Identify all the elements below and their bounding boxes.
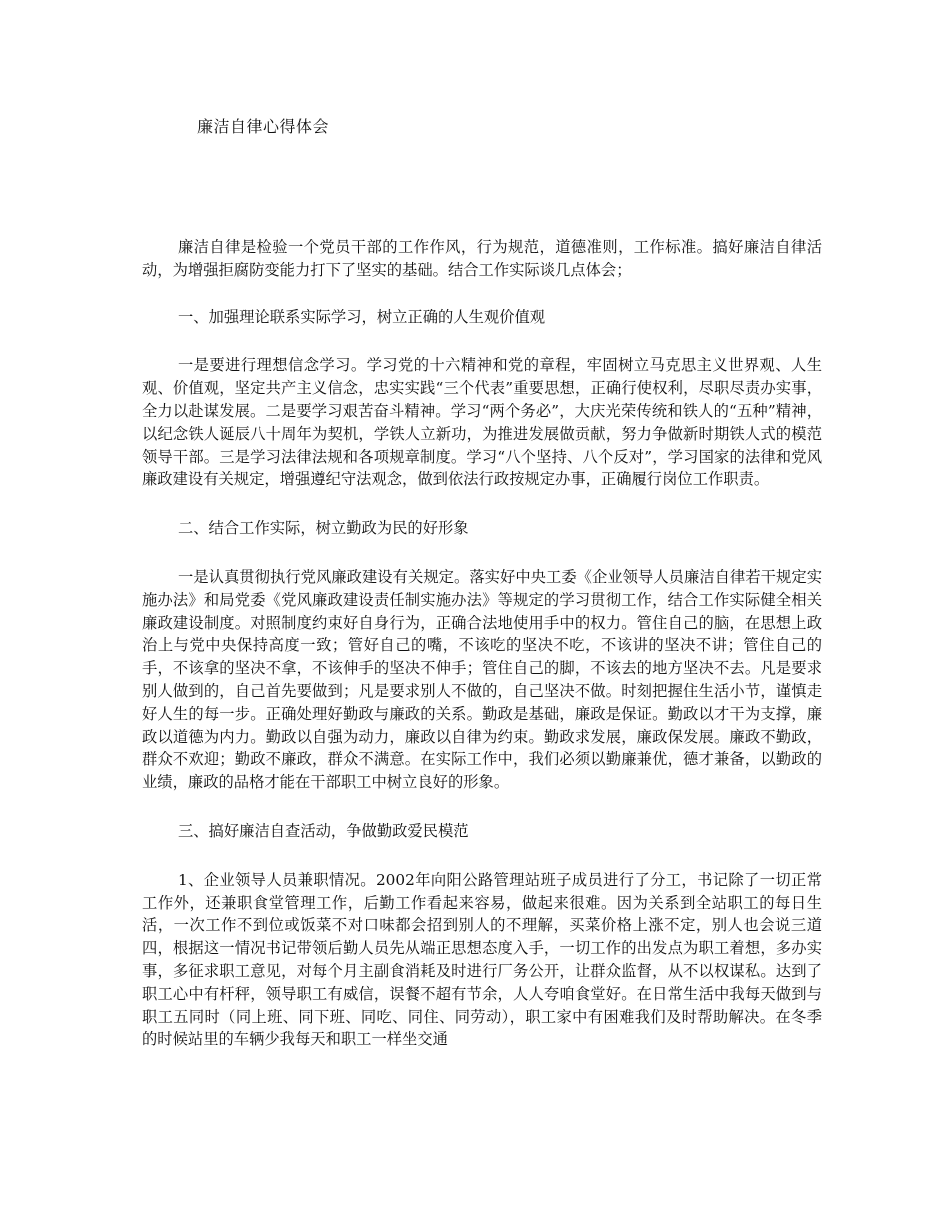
section-2-paragraph: 一是认真贯彻执行党风廉政建设有关规定。落实好中央工委《企业领导人员廉洁自律若干规定实施办法》和局党委《党风廉政建设责任制实施办法》等规定的学习贯彻工作，结合工作实际健全相关廉政建设制度。对照制度约束好自身行为，正确合法地使用手中的权力。管住自己的脑，在思想上政治上与党中央保持高度一致；管好自己的嘴，不该吃的坚决不吃，不该讲的坚决不讲；管住自己的手，不该拿的坚决不拿，不该伸手的坚决不伸手；管住自己的脚，不该去的地方坚决不去。凡是要求别人做到的，自己首先要做到；凡是要求别人不做的，自己坚决不做。时刻把握住生活小节，谨慎走好人生的每一步。正确处理好勤政与廉政的关系。勤政是基础，廉政是保证。勤政以才干为支撑，廉政以道德为内力。勤政以自强为动力，廉政以自律为约束。勤政求发展，廉政保发展。廉政不勤政，群众不欢迎；勤政不廉政，群众不满意。在实际工作中，我们必须以勤廉兼优，德才兼备，以勤政的业绩，廉政的品格才能在干部职工中树立良好的形象。 <box>142 567 822 792</box>
document-title: 廉洁自律心得体会 <box>197 117 330 136</box>
section-2-heading: 二、结合工作实际，树立勤政为民的好形象 <box>177 519 469 538</box>
section-3-heading: 三、搞好廉洁自查活动，争做勤政爱民模范 <box>177 821 469 840</box>
section-3-paragraph: 1、企业领导人员兼职情况。2002年向阳公路管理站班子成员进行了分工，书记除了一切正常工作外，还兼职食堂管理工作，后勤工作看起来容易，做起来很难。因为关系到全站职工的每日生活，一次工作不到位或饭菜不对口味都会招到别人的不理解，买菜价格上涨不定，别人也会说三道四，根据这一情况书记带领后勤人员先从端正思想态度入手，一切工作的出发点为职工着想，多办实事，多征求职工意见，对每个月主副食消耗及时进行厂务公开，让群众监督，从不以权谋私。达到了职工心中有杆秤，领导职工有威信，误餐不超有节余，人人夸咱食堂好。在日常生活中我每天做到与职工五同时（同上班、同下班、同吃、同住、同劳动），职工家中有困难我们及时帮助解决。在冬季的时候站里的车辆少我每天和职工一样坐交通 <box>142 870 822 1049</box>
document-body <box>142 236 822 1051</box>
intro-paragraph: 廉洁自律是检验一个党员干部的工作作风，行为规范，道德准则，工作标准。搞好廉洁自律活动，为增强拒腐防变能力打下了坚实的基础。结合工作实际谈几点体会； <box>142 238 822 279</box>
section-1-heading: 一、加强理论联系实际学习，树立正确的人生观价值观 <box>177 307 546 326</box>
section-1-paragraph: 一是要进行理想信念学习。学习党的十六精神和党的章程，牢固树立马克思主义世界观、人生观、价值观，坚定共产主义信念，忠实实践“三个代表”重要思想，正确行使权利，尽职尽责办实事，全力以赴谋发展。二是要学习艰苦奋斗精神。学习“两个务必”，大庆光荣传统和铁人的“五种”精神，以纪念铁人诞辰八十周年为契机，学铁人立新功，为推进发展做贡献，努力争做新时期铁人式的模范领导干部。三是学习法律法规和各项规章制度。学习“八个坚持、八个反对”，学习国家的法律和党风廉政建设有关规定，增强遵纪守法观念，做到依法行政按规定办事，正确履行岗位工作职责。 <box>142 356 822 489</box>
